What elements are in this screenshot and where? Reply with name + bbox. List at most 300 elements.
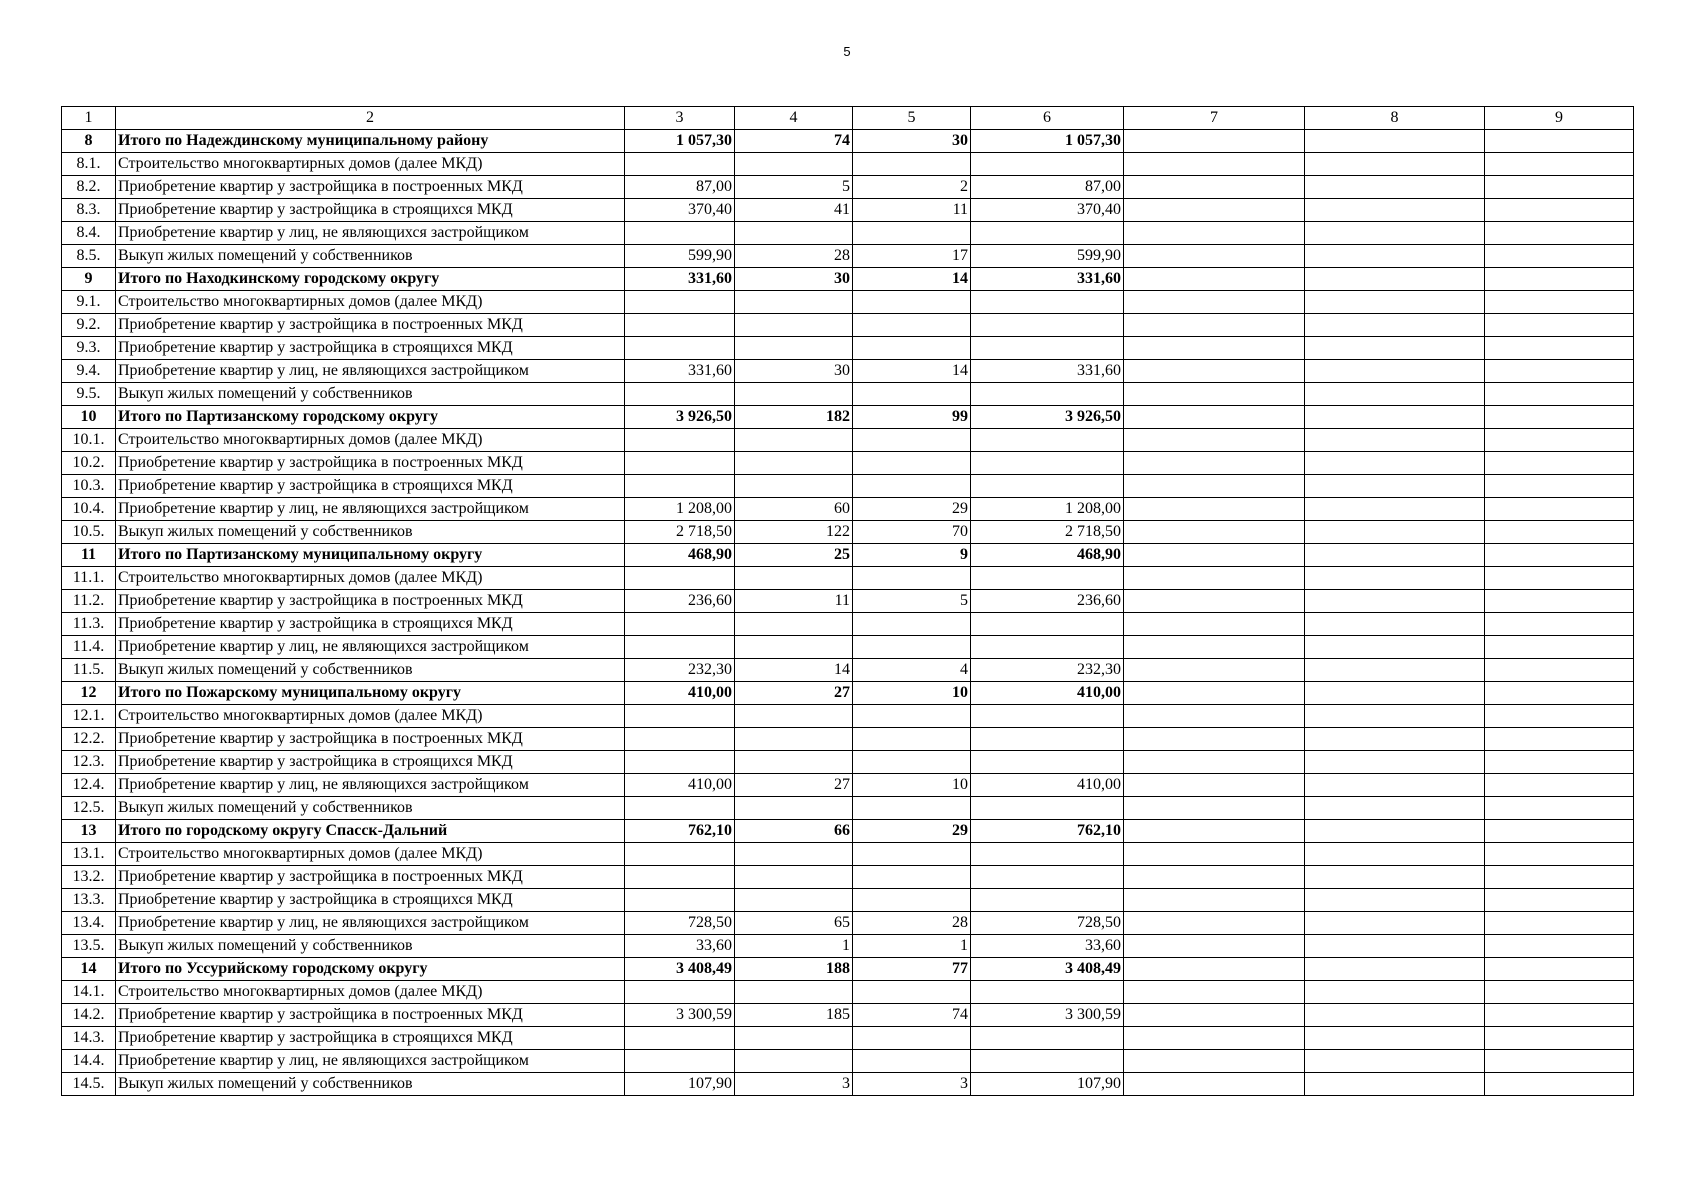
value-cell: [1485, 1004, 1634, 1027]
value-cell: [1305, 590, 1485, 613]
value-cell: [971, 383, 1124, 406]
table-row: [62, 590, 1634, 613]
row-label-cell: Приобретение квартир у лиц, не являющихся застройщиком: [116, 222, 625, 245]
value-cell: [1485, 659, 1634, 682]
value-cell: [625, 475, 735, 498]
value-cell: [971, 475, 1124, 498]
value-cell: [625, 314, 735, 337]
value-cell: [1124, 843, 1305, 866]
row-label-cell: Выкуп жилых помещений у собственников: [116, 797, 625, 820]
table-row: [62, 774, 1634, 797]
value-cell: [1124, 797, 1305, 820]
row-label-cell: Приобретение квартир у лиц, не являющихся застройщиком: [116, 360, 625, 383]
value-cell: [971, 153, 1124, 176]
value-cell: 30: [735, 268, 853, 291]
row-number-cell: 8.1.: [62, 153, 116, 176]
value-cell: [1124, 705, 1305, 728]
value-cell: [625, 153, 735, 176]
value-cell: [971, 705, 1124, 728]
row-label-cell: Приобретение квартир у лиц, не являющихся застройщиком: [116, 636, 625, 659]
value-cell: [1124, 1027, 1305, 1050]
value-cell: [853, 337, 971, 360]
row-label-cell: Строительство многоквартирных домов (далее МКД): [116, 153, 625, 176]
value-cell: 66: [735, 820, 853, 843]
value-cell: 27: [735, 774, 853, 797]
row-label-cell: Приобретение квартир у застройщика в строящихся МКД: [116, 199, 625, 222]
value-cell: [1124, 291, 1305, 314]
value-cell: 728,50: [971, 912, 1124, 935]
value-cell: 10: [853, 774, 971, 797]
row-number-cell: 13.2.: [62, 866, 116, 889]
row-label-cell: Выкуп жилых помещений у собственников: [116, 1073, 625, 1096]
value-cell: [1305, 498, 1485, 521]
value-cell: [1305, 751, 1485, 774]
value-cell: [1124, 659, 1305, 682]
value-cell: [625, 222, 735, 245]
row-number-cell: 11.2.: [62, 590, 116, 613]
value-cell: 236,60: [625, 590, 735, 613]
value-cell: [853, 636, 971, 659]
table-row: [62, 567, 1634, 590]
value-cell: 29: [853, 820, 971, 843]
value-cell: [853, 383, 971, 406]
value-cell: 331,60: [971, 360, 1124, 383]
value-cell: [1305, 222, 1485, 245]
value-cell: 28: [853, 912, 971, 935]
value-cell: [853, 153, 971, 176]
table-row: [62, 383, 1634, 406]
value-cell: [1124, 176, 1305, 199]
value-cell: [1305, 636, 1485, 659]
row-number-cell: 12.2.: [62, 728, 116, 751]
value-cell: 14: [735, 659, 853, 682]
table-row: [62, 1004, 1634, 1027]
table-row-total: [62, 268, 1634, 291]
value-cell: [1485, 1027, 1634, 1050]
value-cell: [853, 222, 971, 245]
table-row: [62, 659, 1634, 682]
row-number-cell: 11.1.: [62, 567, 116, 590]
value-cell: [735, 981, 853, 1004]
value-cell: 14: [853, 268, 971, 291]
table-row: [62, 613, 1634, 636]
value-cell: 370,40: [971, 199, 1124, 222]
table-row: [62, 521, 1634, 544]
value-cell: [971, 797, 1124, 820]
header-cell: 6: [971, 107, 1124, 130]
value-cell: [1124, 268, 1305, 291]
value-cell: [853, 843, 971, 866]
value-cell: [1124, 498, 1305, 521]
value-cell: [1305, 383, 1485, 406]
row-number-cell: 9.1.: [62, 291, 116, 314]
value-cell: 3 408,49: [625, 958, 735, 981]
table-row-total: [62, 820, 1634, 843]
value-cell: [971, 337, 1124, 360]
value-cell: [1485, 935, 1634, 958]
value-cell: [1305, 406, 1485, 429]
value-cell: [1305, 544, 1485, 567]
value-cell: [1305, 958, 1485, 981]
value-cell: [1305, 912, 1485, 935]
row-number-cell: 10.5.: [62, 521, 116, 544]
row-number-cell: 12.4.: [62, 774, 116, 797]
row-number-cell: 14.5.: [62, 1073, 116, 1096]
row-number-cell: 9.5.: [62, 383, 116, 406]
value-cell: [1485, 636, 1634, 659]
value-cell: 5: [853, 590, 971, 613]
value-cell: [1485, 475, 1634, 498]
row-number-cell: 13: [62, 820, 116, 843]
value-cell: [1305, 889, 1485, 912]
value-cell: 3: [735, 1073, 853, 1096]
value-cell: 728,50: [625, 912, 735, 935]
table-row: [62, 728, 1634, 751]
value-cell: [1305, 1050, 1485, 1073]
value-cell: [1485, 521, 1634, 544]
row-number-cell: 14: [62, 958, 116, 981]
value-cell: 232,30: [625, 659, 735, 682]
row-label-cell: Приобретение квартир у застройщика в строящихся МКД: [116, 751, 625, 774]
value-cell: [1305, 567, 1485, 590]
row-label-cell: Приобретение квартир у лиц, не являющихся застройщиком: [116, 912, 625, 935]
value-cell: 30: [735, 360, 853, 383]
value-cell: [1305, 682, 1485, 705]
value-cell: 11: [735, 590, 853, 613]
row-number-cell: 11.3.: [62, 613, 116, 636]
value-cell: [1124, 452, 1305, 475]
value-cell: 232,30: [971, 659, 1124, 682]
value-cell: [1124, 521, 1305, 544]
value-cell: 28: [735, 245, 853, 268]
value-cell: [735, 613, 853, 636]
value-cell: [971, 636, 1124, 659]
value-cell: [1124, 728, 1305, 751]
value-cell: 410,00: [625, 774, 735, 797]
value-cell: [1485, 291, 1634, 314]
value-cell: [1124, 751, 1305, 774]
row-label-cell: Итого по Уссурийскому городскому округу: [116, 958, 625, 981]
value-cell: [1124, 981, 1305, 1004]
value-cell: 3 408,49: [971, 958, 1124, 981]
table-row-total: [62, 130, 1634, 153]
value-cell: [853, 291, 971, 314]
value-cell: 41: [735, 199, 853, 222]
value-cell: 3 300,59: [971, 1004, 1124, 1027]
value-cell: 33,60: [971, 935, 1124, 958]
value-cell: [1485, 130, 1634, 153]
value-cell: [971, 429, 1124, 452]
value-cell: 122: [735, 521, 853, 544]
value-cell: [1124, 1073, 1305, 1096]
table-row: [62, 429, 1634, 452]
value-cell: 107,90: [625, 1073, 735, 1096]
table-row: [62, 245, 1634, 268]
value-cell: [1485, 268, 1634, 291]
row-number-cell: 14.2.: [62, 1004, 116, 1027]
value-cell: [625, 705, 735, 728]
value-cell: [1124, 866, 1305, 889]
value-cell: [1124, 406, 1305, 429]
value-cell: [1485, 820, 1634, 843]
value-cell: [1485, 843, 1634, 866]
value-cell: [1305, 728, 1485, 751]
value-cell: [971, 222, 1124, 245]
row-label-cell: Итого по Пожарскому муниципальному округу: [116, 682, 625, 705]
value-cell: [1305, 314, 1485, 337]
value-cell: [971, 889, 1124, 912]
row-number-cell: 9: [62, 268, 116, 291]
value-cell: [1305, 291, 1485, 314]
value-cell: [735, 636, 853, 659]
value-cell: [625, 383, 735, 406]
value-cell: [1305, 705, 1485, 728]
value-cell: 29: [853, 498, 971, 521]
row-label-cell: Приобретение квартир у застройщика в строящихся МКД: [116, 889, 625, 912]
row-number-cell: 10.1.: [62, 429, 116, 452]
value-cell: 1 057,30: [625, 130, 735, 153]
row-label-cell: Выкуп жилых помещений у собственников: [116, 383, 625, 406]
value-cell: 331,60: [625, 268, 735, 291]
value-cell: [1485, 613, 1634, 636]
table-row: [62, 843, 1634, 866]
value-cell: [1124, 360, 1305, 383]
value-cell: [1305, 613, 1485, 636]
table-row: [62, 1073, 1634, 1096]
row-number-cell: 9.4.: [62, 360, 116, 383]
value-cell: [853, 866, 971, 889]
value-cell: [625, 981, 735, 1004]
value-cell: [1124, 567, 1305, 590]
table-row: [62, 889, 1634, 912]
value-cell: [971, 866, 1124, 889]
value-cell: 762,10: [971, 820, 1124, 843]
header-row: [62, 107, 1634, 130]
row-label-cell: Приобретение квартир у лиц, не являющихся застройщиком: [116, 1050, 625, 1073]
value-cell: [971, 613, 1124, 636]
table-body: [62, 107, 1634, 1096]
row-label-cell: Приобретение квартир у лиц, не являющихся застройщиком: [116, 498, 625, 521]
table-row: [62, 498, 1634, 521]
table-row: [62, 912, 1634, 935]
value-cell: [1305, 429, 1485, 452]
value-cell: [1124, 912, 1305, 935]
row-number-cell: 9.3.: [62, 337, 116, 360]
value-cell: 762,10: [625, 820, 735, 843]
row-number-cell: 14.4.: [62, 1050, 116, 1073]
row-label-cell: Строительство многоквартирных домов (далее МКД): [116, 705, 625, 728]
data-table: [61, 106, 1634, 1096]
value-cell: [1124, 889, 1305, 912]
value-cell: [1124, 153, 1305, 176]
row-number-cell: 8.3.: [62, 199, 116, 222]
value-cell: [1124, 130, 1305, 153]
value-cell: [971, 728, 1124, 751]
value-cell: 74: [735, 130, 853, 153]
value-cell: [735, 452, 853, 475]
value-cell: [625, 337, 735, 360]
value-cell: [735, 866, 853, 889]
value-cell: 87,00: [625, 176, 735, 199]
row-number-cell: 12.3.: [62, 751, 116, 774]
table-row: [62, 751, 1634, 774]
value-cell: [1305, 774, 1485, 797]
value-cell: 1 208,00: [971, 498, 1124, 521]
value-cell: [1305, 245, 1485, 268]
value-cell: [1124, 820, 1305, 843]
value-cell: [853, 981, 971, 1004]
value-cell: [853, 314, 971, 337]
value-cell: [1485, 1073, 1634, 1096]
value-cell: 5: [735, 176, 853, 199]
value-cell: [853, 613, 971, 636]
value-cell: 33,60: [625, 935, 735, 958]
value-cell: [971, 981, 1124, 1004]
table-row-total: [62, 682, 1634, 705]
value-cell: [735, 1050, 853, 1073]
table-row: [62, 337, 1634, 360]
row-number-cell: 12: [62, 682, 116, 705]
value-cell: 4: [853, 659, 971, 682]
value-cell: [1485, 912, 1634, 935]
value-cell: [1124, 1050, 1305, 1073]
value-cell: [1305, 360, 1485, 383]
table-row: [62, 475, 1634, 498]
table-row: [62, 981, 1634, 1004]
value-cell: [971, 751, 1124, 774]
value-cell: [1485, 360, 1634, 383]
value-cell: [625, 751, 735, 774]
value-cell: 331,60: [625, 360, 735, 383]
value-cell: 236,60: [971, 590, 1124, 613]
value-cell: [625, 866, 735, 889]
value-cell: [735, 337, 853, 360]
value-cell: [735, 889, 853, 912]
value-cell: 188: [735, 958, 853, 981]
value-cell: [853, 797, 971, 820]
value-cell: 77: [853, 958, 971, 981]
value-cell: [1485, 245, 1634, 268]
value-cell: [971, 1027, 1124, 1050]
row-label-cell: Итого по Находкинскому городскому округу: [116, 268, 625, 291]
row-number-cell: 11: [62, 544, 116, 567]
value-cell: 599,90: [625, 245, 735, 268]
value-cell: [1124, 774, 1305, 797]
row-label-cell: Приобретение квартир у застройщика в построенных МКД: [116, 728, 625, 751]
value-cell: [1305, 199, 1485, 222]
value-cell: [1124, 958, 1305, 981]
value-cell: [1305, 337, 1485, 360]
value-cell: [1305, 659, 1485, 682]
value-cell: [971, 291, 1124, 314]
value-cell: [1485, 590, 1634, 613]
table-row: [62, 866, 1634, 889]
row-label-cell: Строительство многоквартирных домов (далее МКД): [116, 429, 625, 452]
value-cell: [1485, 176, 1634, 199]
value-cell: [1485, 889, 1634, 912]
row-label-cell: Строительство многоквартирных домов (далее МКД): [116, 291, 625, 314]
value-cell: [1305, 475, 1485, 498]
value-cell: 87,00: [971, 176, 1124, 199]
value-cell: 65: [735, 912, 853, 935]
value-cell: 3 926,50: [625, 406, 735, 429]
table-row: [62, 199, 1634, 222]
value-cell: [1124, 337, 1305, 360]
value-cell: [735, 797, 853, 820]
value-cell: [625, 889, 735, 912]
row-number-cell: 13.1.: [62, 843, 116, 866]
row-number-cell: 10: [62, 406, 116, 429]
value-cell: [735, 429, 853, 452]
table-row: [62, 314, 1634, 337]
row-label-cell: Приобретение квартир у застройщика в строящихся МКД: [116, 337, 625, 360]
value-cell: [1485, 567, 1634, 590]
value-cell: [1124, 636, 1305, 659]
row-number-cell: 10.3.: [62, 475, 116, 498]
value-cell: 25: [735, 544, 853, 567]
value-cell: [625, 567, 735, 590]
value-cell: 468,90: [971, 544, 1124, 567]
value-cell: [853, 475, 971, 498]
row-number-cell: 12.5.: [62, 797, 116, 820]
header-cell: 3: [625, 107, 735, 130]
value-cell: [971, 452, 1124, 475]
row-number-cell: 12.1.: [62, 705, 116, 728]
value-cell: [1485, 199, 1634, 222]
value-cell: [1124, 1004, 1305, 1027]
value-cell: [625, 429, 735, 452]
value-cell: [971, 567, 1124, 590]
row-label-cell: Выкуп жилых помещений у собственников: [116, 245, 625, 268]
value-cell: 27: [735, 682, 853, 705]
value-cell: [625, 1050, 735, 1073]
header-cell: 4: [735, 107, 853, 130]
value-cell: [1485, 866, 1634, 889]
value-cell: [625, 1027, 735, 1050]
value-cell: [853, 1050, 971, 1073]
value-cell: 468,90: [625, 544, 735, 567]
value-cell: 2 718,50: [971, 521, 1124, 544]
row-label-cell: Строительство многоквартирных домов (далее МКД): [116, 567, 625, 590]
table-row-total: [62, 958, 1634, 981]
value-cell: [853, 751, 971, 774]
value-cell: 10: [853, 682, 971, 705]
row-label-cell: Выкуп жилых помещений у собственников: [116, 521, 625, 544]
value-cell: [1305, 866, 1485, 889]
value-cell: [625, 728, 735, 751]
row-number-cell: 8.2.: [62, 176, 116, 199]
value-cell: [1305, 452, 1485, 475]
table-row: [62, 1050, 1634, 1073]
table-row: [62, 797, 1634, 820]
header-cell: 1: [62, 107, 116, 130]
value-cell: [853, 705, 971, 728]
row-label-cell: Выкуп жилых помещений у собственников: [116, 935, 625, 958]
row-number-cell: 13.4.: [62, 912, 116, 935]
row-label-cell: Приобретение квартир у застройщика в строящихся МКД: [116, 613, 625, 636]
value-cell: [1305, 153, 1485, 176]
table-row: [62, 452, 1634, 475]
value-cell: [1124, 199, 1305, 222]
value-cell: [1485, 337, 1634, 360]
value-cell: [1485, 1050, 1634, 1073]
value-cell: [1485, 406, 1634, 429]
value-cell: [1305, 521, 1485, 544]
header-cell: 2: [116, 107, 625, 130]
value-cell: [735, 567, 853, 590]
value-cell: [1124, 935, 1305, 958]
value-cell: [1305, 130, 1485, 153]
